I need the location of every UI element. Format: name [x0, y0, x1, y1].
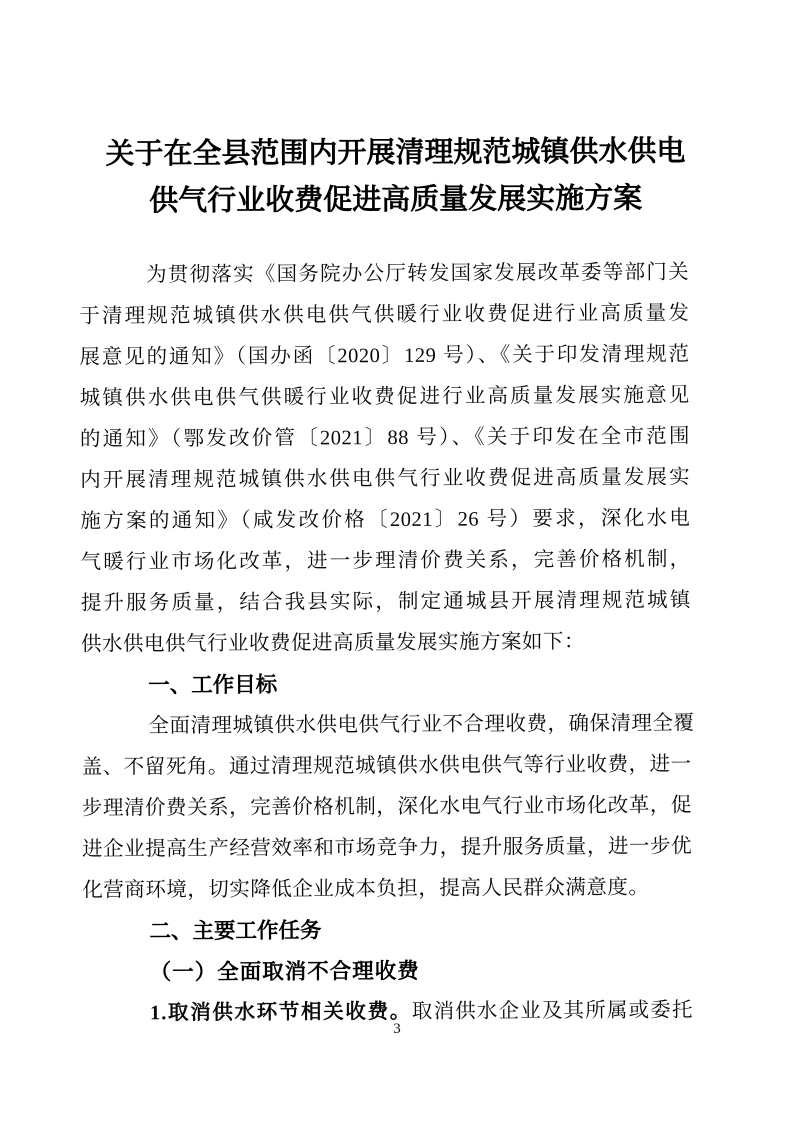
document-body	[79, 252, 693, 1034]
text-line: 施方案的通知》（咸发改价格〔2021〕26 号）要求，深化水电	[80, 507, 691, 533]
text-line: 供水供电供气行业收费促进高质量发展实施方案如下：	[80, 631, 586, 656]
text-line: 内开展清理规范城镇供水供电供气行业收费促进高质量发展实	[80, 466, 691, 492]
text-line: 化营商环境，切实降低企业成本负担，提高人民群众满意度。	[82, 876, 650, 902]
title-line-1: 关于在全县范围内开展清理规范城镇供水供电	[105, 135, 686, 171]
text-line: 于清理规范城镇供水供电供气供暖行业收费促进行业高质量发	[79, 302, 690, 328]
text-line: 步理清价费关系，完善价格机制，深化水电气行业市场化改革，促	[81, 794, 692, 820]
text-line: 气暖行业市场化改革，进一步理清价费关系，完善价格机制，	[80, 548, 691, 574]
text-line: 为贯彻落实《国务院办公厅转发国家发展改革委等部门关	[146, 261, 690, 287]
text-line: 全面清理城镇供水供电供气行业不合理收费，确保清理全覆	[148, 712, 695, 738]
item-body-text: 取消供水企业及其所属或委托	[411, 999, 694, 1023]
text-line: 提升服务质量，结合我县实际，制定通城县开展清理规范城镇	[80, 589, 691, 615]
section-heading-work-goals: 一、工作目标	[148, 672, 278, 698]
text-line: 展意见的通知》（国办函〔2020〕129 号）、《关于印发清理规范	[79, 343, 690, 369]
section-heading-main-tasks: 二、主要工作任务	[149, 918, 322, 944]
text-line: 进企业提高生产经营效率和市场竞争力，提升服务质量，进一步优	[82, 835, 693, 861]
item-number-lead: 1.取消供水环节相关收费。	[149, 1000, 412, 1025]
subsection-heading-cancel-fees: （一）全面取消不合理收费	[149, 958, 420, 985]
page-number: 3	[393, 1021, 401, 1037]
text-line: 盖、不留死角。通过清理规范城镇供水供电供气等行业收费，进一	[81, 753, 692, 779]
text-line: 的通知》（鄂发改价管〔2021〕88 号）、《关于印发在全市范围	[79, 425, 690, 451]
document-title	[0, 128, 793, 226]
title-line-2: 供气行业收费促进高质量发展实施方案	[149, 182, 643, 218]
text-line: 城镇供水供电供气供暖行业收费促进行业高质量发展实施意见	[79, 384, 690, 410]
